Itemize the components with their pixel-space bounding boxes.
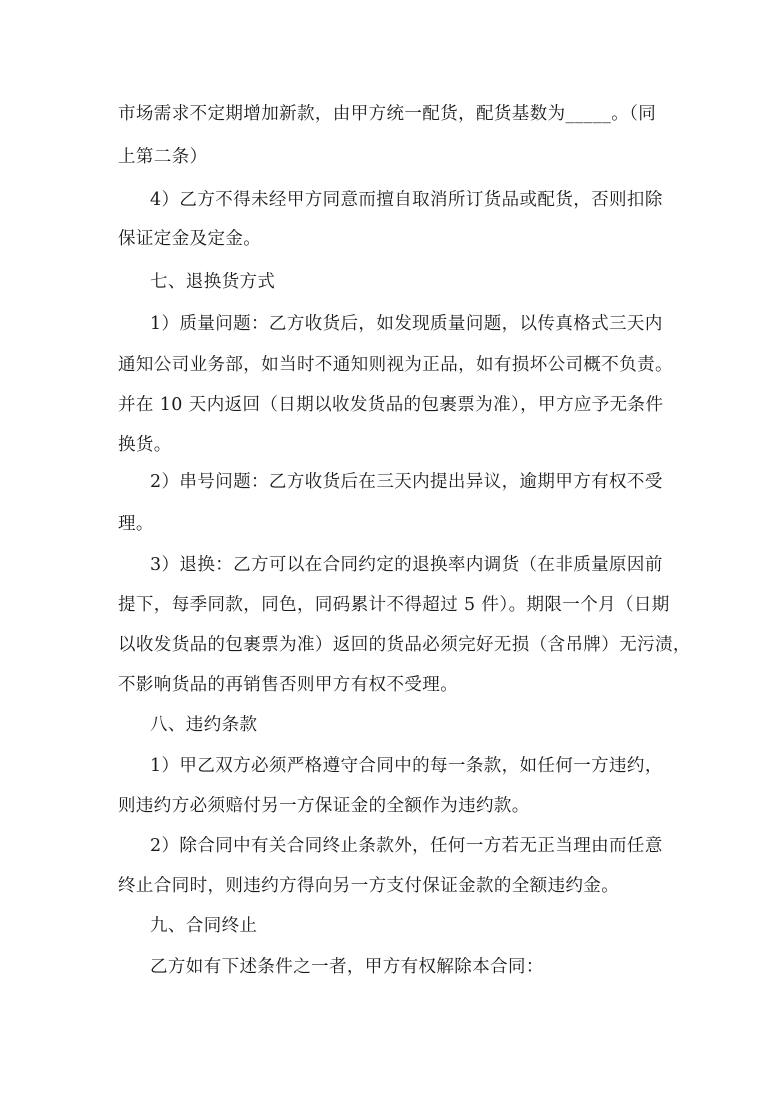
section-heading: 八、违约条款 — [150, 715, 258, 735]
paragraph-line: 不影响货品的再销售否则甲方有权不受理。 — [118, 675, 459, 695]
paragraph-line: 2）串号问题：乙方收货后在三天内提出异议，逾期甲方有权不受 — [150, 472, 663, 492]
paragraph-line: 市场需求不定期增加新款，由甲方统一配货，配货基数为_____。（同 — [118, 104, 657, 124]
paragraph-line: 终止合同时，则违约方得向另一方支付保证金款的全额违约金。 — [118, 876, 620, 896]
paragraph-line: 1）质量问题：乙方收货后，如发现质量问题，以传真格式三天内 — [150, 314, 663, 334]
paragraph-line: 提下，每季同款，同色，同码累计不得超过 5 件）。期限一个月（日期 — [118, 595, 670, 615]
paragraph-line: 3）退换：乙方可以在合同约定的退换率内调货（在非质量原因前 — [150, 555, 663, 575]
paragraph-line: 乙方如有下述条件之一者，甲方有权解除本合同： — [150, 957, 544, 977]
paragraph-line: 4）乙方不得未经甲方同意而擅自取消所订货品或配货，否则扣除 — [150, 190, 663, 210]
paragraph-line: 以收发货品的包裹票为准）返回的货品必须完好无损（含吊牌）无污渍， — [118, 635, 691, 655]
paragraph-line: 理。 — [118, 514, 154, 534]
paragraph-line: 通知公司业务部，如当时不通知则视为正品，如有损坏公司概不负责。 — [118, 355, 673, 375]
paragraph-line: 则违约方必须赔付另一方保证金的全额作为违约款。 — [118, 796, 530, 816]
paragraph-line: 上第二条） — [118, 147, 208, 167]
paragraph-line: 换货。 — [118, 435, 172, 455]
paragraph-line: 1）甲乙双方必须严格遵守合同中的每一条款，如任何一方违约， — [150, 756, 663, 776]
paragraph-line: 并在 10 天内返回（日期以收发货品的包裹票为准），甲方应予无条件 — [118, 395, 664, 415]
paragraph-line: 保证定金及定金。 — [118, 229, 262, 249]
paragraph-line: 2）除合同中有关合同终止条款外，任何一方若无正当理由而任意 — [150, 836, 663, 856]
section-heading: 九、合同终止 — [150, 916, 258, 936]
section-heading: 七、退换货方式 — [150, 272, 276, 292]
